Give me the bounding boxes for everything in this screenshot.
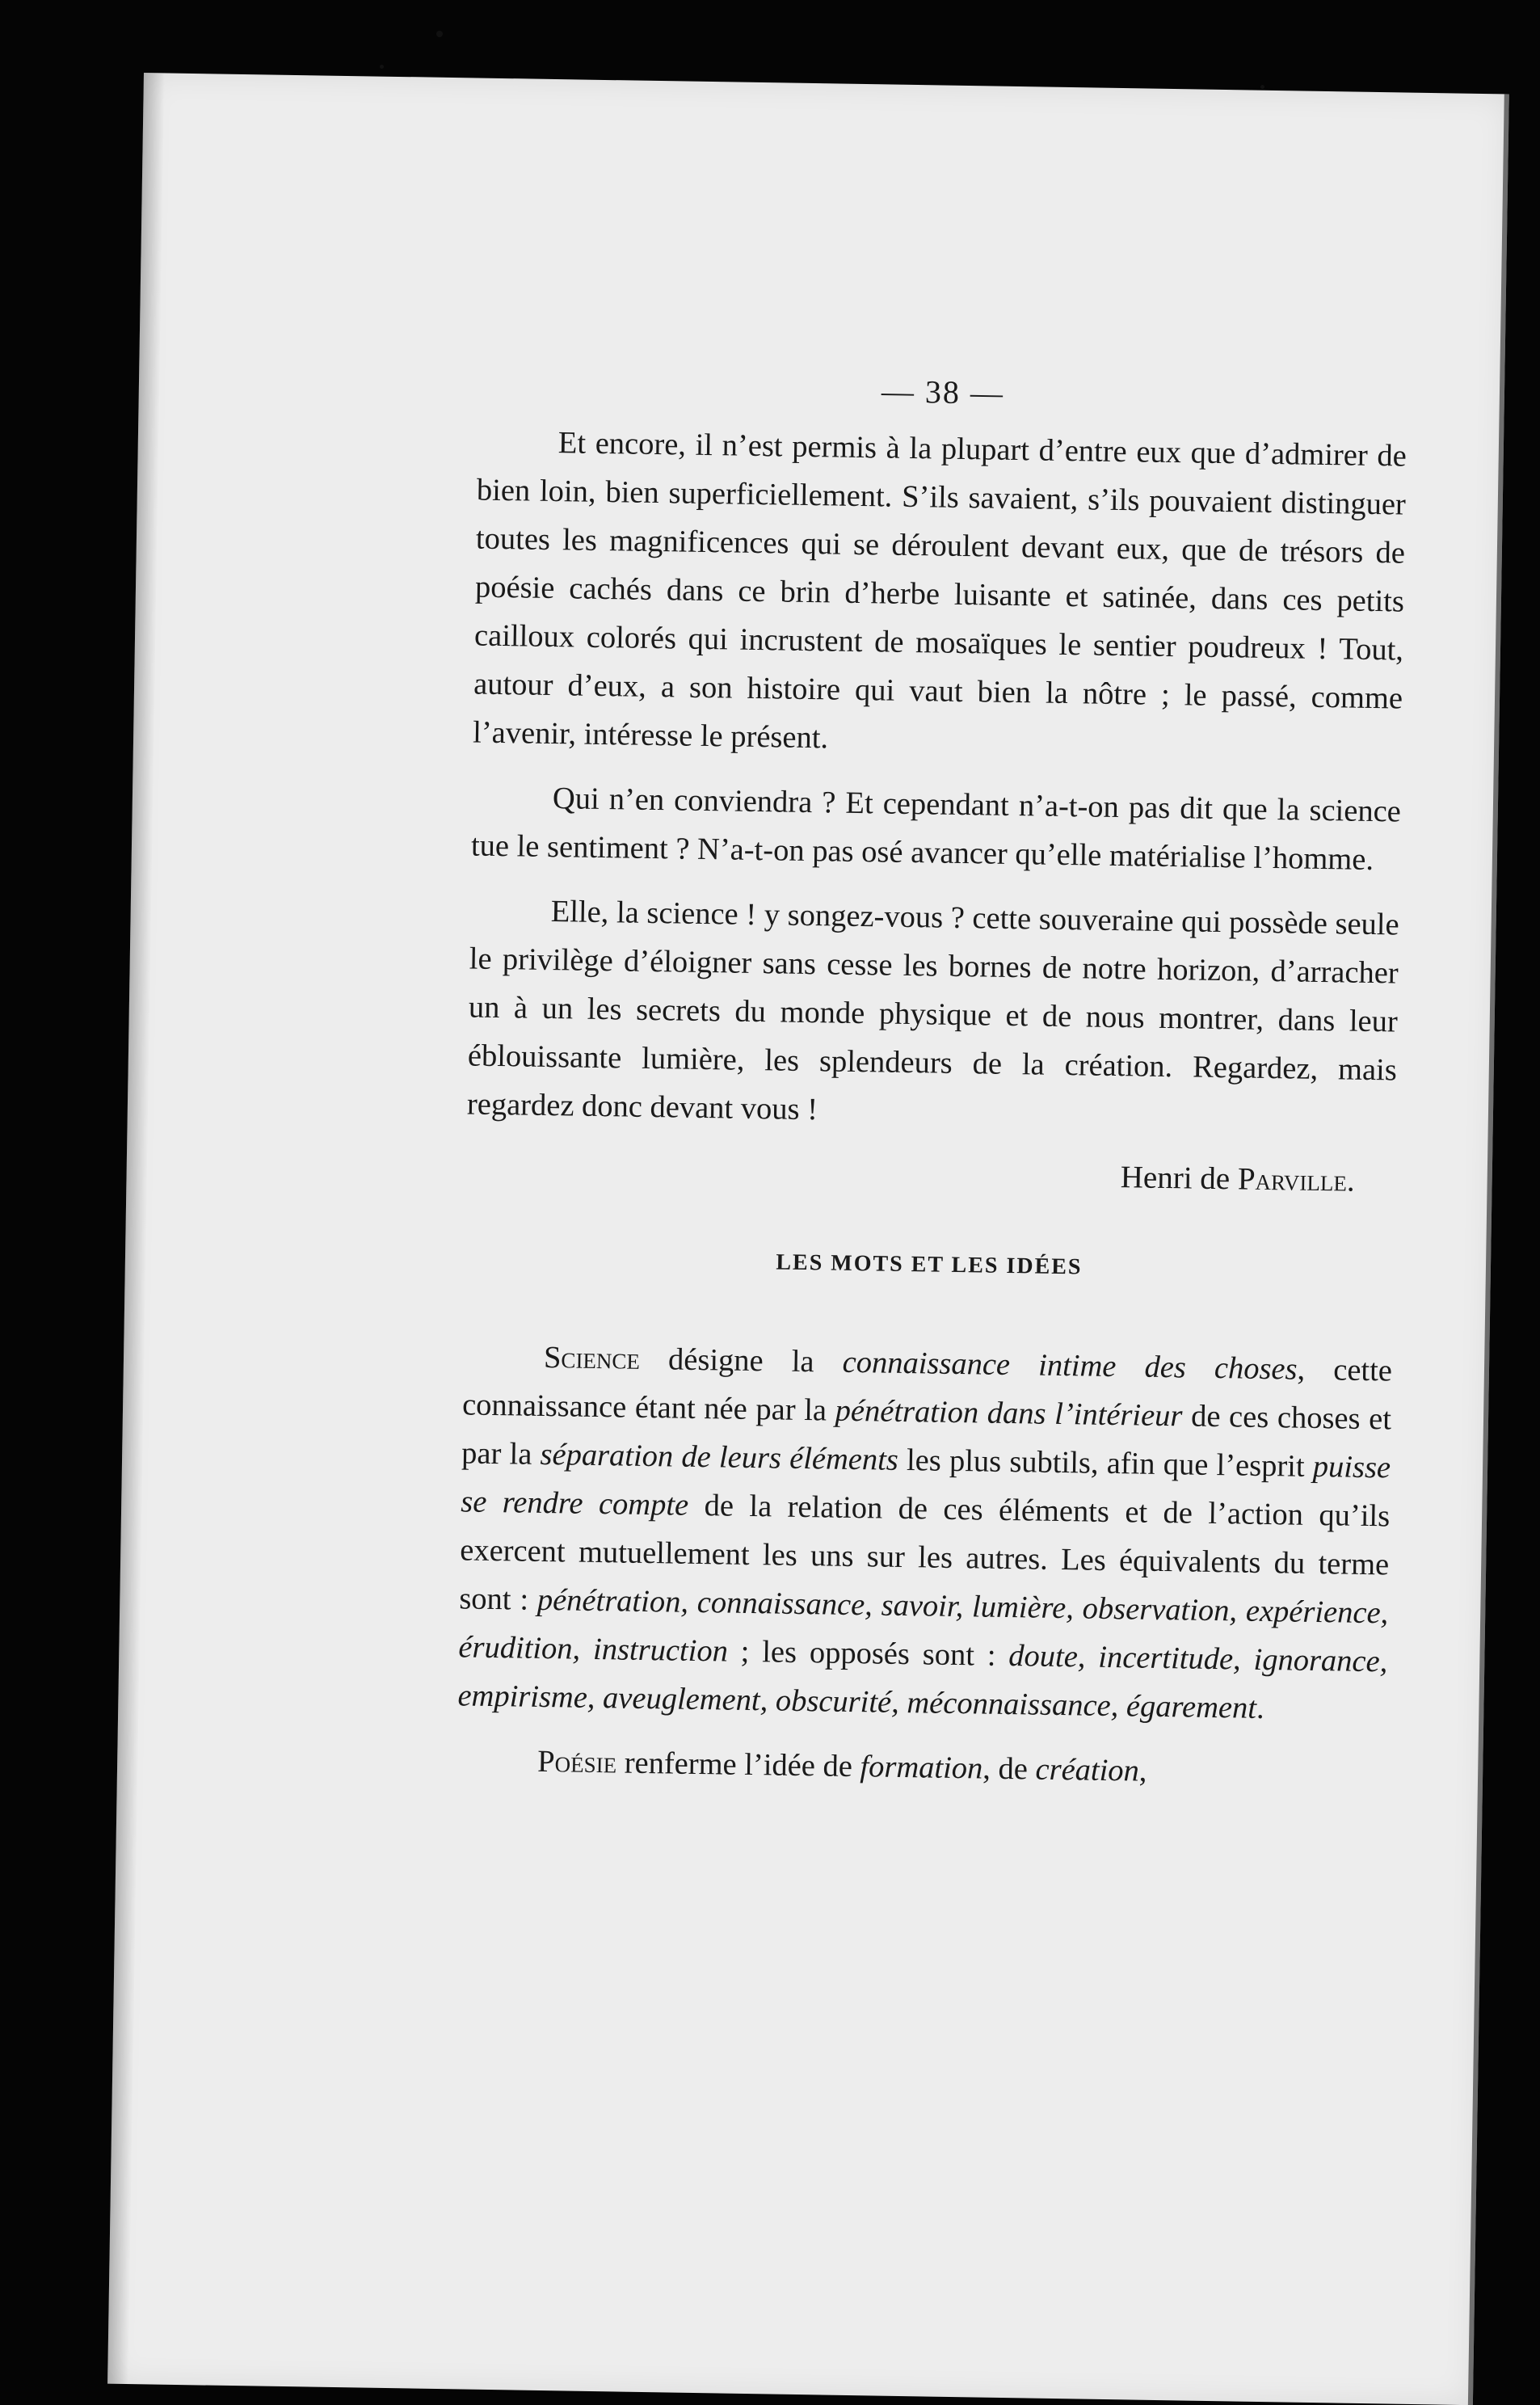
definition-text: , de [982,1751,1036,1787]
definition-poesie [457,1736,1386,1799]
author-signature [465,1143,1395,1206]
scan-speck [1260,85,1264,89]
author-last-name: Parville. [1237,1161,1355,1198]
definition-italic: puisse se rendre compte [460,1449,1391,1523]
definition-text: renferme l’idée de [616,1746,860,1784]
definition-italic: pénétration, connaissance, savoir, lumière, observation, expérience, érudition, instruction [458,1582,1389,1669]
definition-text: , [1138,1754,1147,1788]
definition-text: ; les opposés sont : [727,1634,1009,1674]
definition-italic: connaissance intime des choses [842,1345,1298,1387]
definition-italic: pénétration dans l’intérieur [835,1393,1183,1434]
book-page [107,73,1509,2405]
definition-text: , cette connaissance étant née par la [461,1352,1393,1428]
section-heading: LES MOTS ET LES IDÉES [776,1249,1083,1280]
definition-italic: création [1035,1752,1140,1788]
definition-text: désigne la [639,1341,844,1379]
right-page-edge [1468,94,1509,2405]
page-content [457,361,1408,1800]
page-edge-shadow [107,73,165,2384]
definition-italic: formation [860,1750,983,1786]
scan-speck [436,31,443,37]
definition-text: . [1256,1691,1264,1726]
definition-italic: doute, incertitude, ignorance, empirisme, aveuglement, obscurité, méconnaissance, égarement [457,1639,1388,1725]
definition-term: Science [543,1340,641,1376]
definition-term: Poésie [536,1744,617,1780]
definition-italic: séparation de leurs éléments [540,1437,899,1477]
definition-text: de la relation de ces éléments et de l’action qu’ils exercent mutuellement les uns sur les autres. Les équivalents du terme sont : [459,1488,1391,1617]
definition-science [457,1332,1392,1734]
scan-speck [380,65,384,69]
paragraph: Et encore, il n’est permis à la plupart d’entre eux que d’admirer de bien loin, bien superficiellement. S’ils savaient, s’ils pouvaient distinguer toutes les magnificences qui se déroulent devant eux, que de trésors de poésie cachés dans ce brin d’herbe luisante et satinée, dans ces petits cailloux colorés qui incrustent de mosaïques le sentier poudreux ! Tout, autour d’eux, a son histoire qui vaut bien la nôtre ; le passé, comme l’avenir, intéresse le présent. [472,426,1407,756]
definition-text: les plus subtils, afin que l’esprit [898,1443,1314,1484]
paragraph: Qui n’en conviendra ? Et cependant n’a-t-on pas dit que la science tue le sentiment ? N’a-t-on pas osé avancer qu’elle matérialise l’homme. [470,781,1402,878]
author-first-name: Henri de [1120,1160,1239,1197]
paragraph: Elle, la science ! y songez-vous ? cette souveraine qui possède seule le privilège d’éloigner sans cesse les bornes de notre horizon, d’arracher un à un les secrets du monde physique et de nous montrer, dans leur éblouissante lumière, les splendeurs de la création. Regardez, mais regardez donc devant vous ! [466,895,1399,1127]
definition-text: de ces choses et par la [461,1399,1392,1472]
page-number: — 38 — [881,373,1005,411]
